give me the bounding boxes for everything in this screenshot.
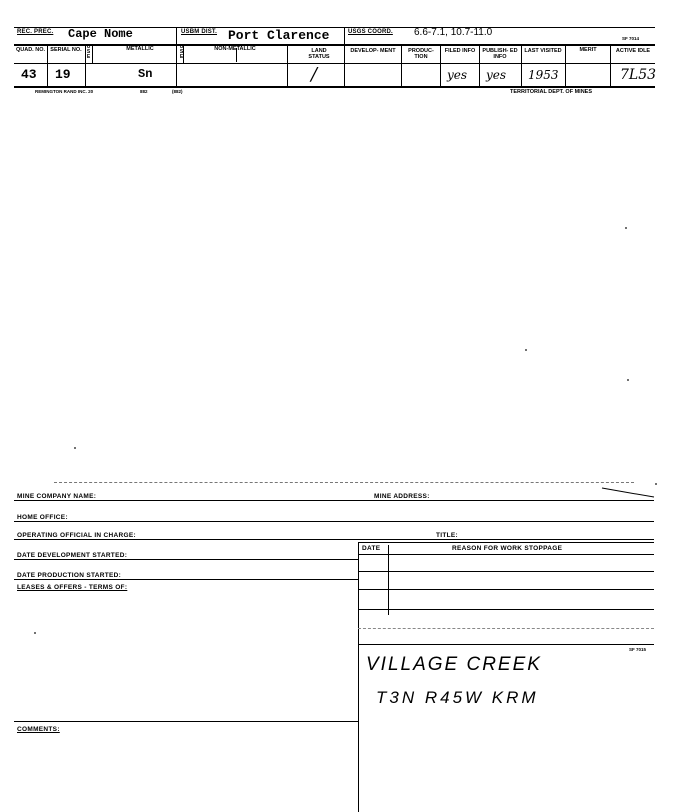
handwritten-location: VILLAGE CREEK [366,654,542,675]
filed-info-header: FILED INFO [444,48,476,54]
nonmetallic-header: NON-METALLIC [214,46,256,52]
printer-imprint: REMINGTON RAND INC. 20 [35,89,94,94]
usgs-coord-label: USGS COORD. [348,29,393,35]
date-header: DATE [362,545,381,552]
metallic-header: METALLIC [126,46,154,52]
col-divider-merit [565,44,566,86]
col-divider-serial [47,44,48,86]
mine-company-name-label: MINE COMPANY NAME: [17,493,97,500]
stoppage-row-2 [358,589,654,590]
stoppage-row-1 [358,571,654,572]
rec-prec-label: REC. PREC. [17,29,54,35]
work-stoppage-top [358,542,654,543]
usgs-coord-value: 6.6-7.1, 10.7-11.0 [414,27,493,38]
leases-offers-label: LEASES & OFFERS - TERMS OF: [17,584,128,591]
active-idle-header: ACTIVE IDLE [615,48,651,54]
handwritten-area-top [358,644,654,645]
land-status-header: LAND STATUS [308,48,330,60]
land-status-value: / [311,64,318,85]
col-divider-metallic [92,44,93,63]
merit-header: MERIT [579,47,597,53]
col-divider-filed [440,44,441,86]
col-divider-usbm [176,27,177,86]
row-divider-official [14,539,654,540]
row-divider-company [14,500,654,501]
top-card-bottom-border [14,86,655,88]
row-divider-production [14,579,358,580]
bottom-card-top-edge [54,482,634,483]
quad-no-header: QUAD. NO. [15,47,46,53]
handwritten-township: T3N R45W KRM [376,688,539,707]
center-vertical-divider [358,542,359,812]
top-form-number: SF 7014 [622,36,640,41]
stoppage-row-3 [358,609,654,610]
comments-label: COMMENTS: [17,726,60,733]
col-divider-last [521,44,522,86]
scan-speck [525,349,527,351]
row-divider-home [14,521,654,522]
filed-info-value: yes [447,68,468,82]
title-label: TITLE: [436,532,459,539]
last-visited-value: 1953 [528,68,559,82]
operating-official-label: OPERATING OFFICIAL IN CHARGE: [17,532,136,539]
col-divider-usgs [344,27,345,86]
scan-speck [625,227,627,229]
home-office-label: HOME OFFICE: [17,514,68,521]
col-divider-land [287,44,288,86]
use-nonmetallic-header: U S E [179,44,184,60]
stoppage-row-4 [358,628,654,629]
mine-address-label: MINE ADDRESS: [374,493,430,500]
col-divider-active [610,44,611,86]
col-divider-published [479,44,480,86]
comments-divider [14,721,358,722]
use-metallic-header: U S E [86,44,91,60]
development-header: DEVELOP- MENT [350,48,396,54]
last-visited-header: LAST VISITED [524,48,562,54]
production-header: PRODUC- TION [408,48,434,60]
scan-speck [74,447,76,449]
serial-no-value: 19 [55,67,71,82]
imprint-code-1: 882 [140,89,148,94]
date-development-label: DATE DEVELOPMENT STARTED: [17,552,128,559]
reason-header: REASON FOR WORK STOPPAGE [452,545,563,552]
scan-speck [627,379,629,381]
date-production-label: DATE PRODUCTION STARTED: [17,572,122,579]
published-info-header: PUBLISH- ED INFO [482,48,518,60]
metallic-value: Sn [138,67,153,81]
top-card-values-divider [14,63,655,64]
usbm-dist-label: USBM DIST. [181,29,218,35]
published-info-value: yes [486,68,507,82]
serial-no-header: SERIAL NO. [50,47,82,53]
imprint-code-2: (882) [172,89,183,94]
col-divider-production [401,44,402,86]
date-column-divider [388,545,389,615]
quad-no-value: 43 [21,67,37,82]
usbm-dist-value: Port Clarence [228,28,330,43]
stoppage-header-divider [358,554,654,555]
bottom-form-number: SF 7015 [629,647,647,652]
territorial-dept-label: TERRITORIAL DEPT. OF MINES [510,89,592,95]
bottom-card-corner-curve [600,485,656,499]
rec-prec-value: Cape Nome [68,27,133,41]
active-idle-value: 7L53 [620,67,657,83]
scan-speck [34,632,36,634]
row-divider-development [14,559,358,560]
